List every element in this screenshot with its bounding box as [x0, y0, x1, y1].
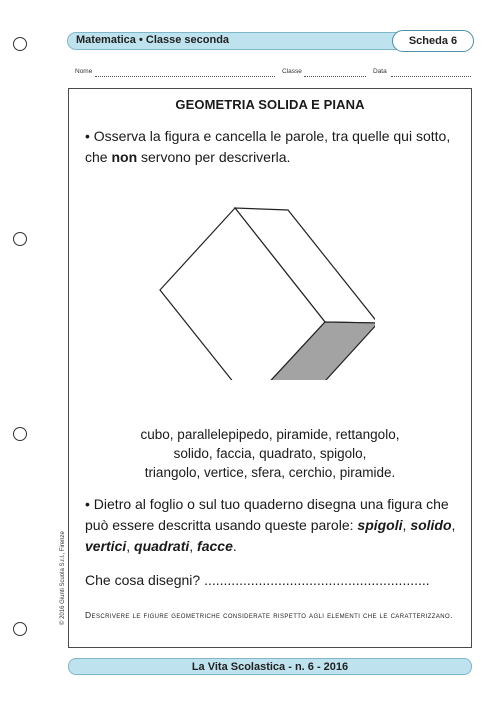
punch-hole-upper: [13, 232, 27, 246]
task-note: Descrivere le figure geometriche considerate rispetto agli elementi che le caratterizzano.: [85, 610, 453, 620]
punch-hole-bottom: [13, 622, 27, 636]
question-line: Che cosa disegni? ..........................................................: [85, 572, 430, 588]
field-line-classe[interactable]: [304, 76, 366, 77]
word-list: [68, 425, 472, 482]
footer-bar: La Vita Scolastica - n. 6 - 2016: [68, 658, 472, 675]
word-list-line: solido, faccia, quadrato, spigolo,: [173, 446, 367, 461]
worksheet-title: GEOMETRIA SOLIDA E PIANA: [175, 97, 365, 112]
punch-hole-top: [13, 37, 27, 51]
scheda-badge: Scheda 6: [392, 30, 474, 52]
exercise-2-instruction: • Dietro al foglio o sul tuo quaderno disegna una figura che può essere descritta usando queste parole: spigoli, solido, vertici, quadrati, facce.: [85, 496, 456, 554]
field-line-data[interactable]: [391, 76, 471, 77]
word-list-line: cubo, parallelepipedo, piramide, rettangolo,: [140, 427, 400, 442]
field-label-nome: Nome: [75, 68, 93, 75]
punch-hole-lower: [13, 427, 27, 441]
exercise-1-instruction: • Osserva la figura e cancella le parole, tra quelle qui sotto, che non servono per descriverla.: [85, 128, 451, 165]
field-line-nome[interactable]: [95, 76, 275, 77]
parallelepiped-shaded-face: [155, 200, 375, 380]
copyright-notice: © 2016 Giunti Scuola S.r.l., Firenze: [60, 531, 66, 625]
word-list-line: triangolo, vertice, sfera, cerchio, piramide.: [144, 465, 396, 480]
header-subject: Matematica • Classe seconda: [76, 34, 230, 46]
field-label-classe: Classe: [282, 68, 302, 75]
field-label-data: Data: [373, 68, 387, 75]
